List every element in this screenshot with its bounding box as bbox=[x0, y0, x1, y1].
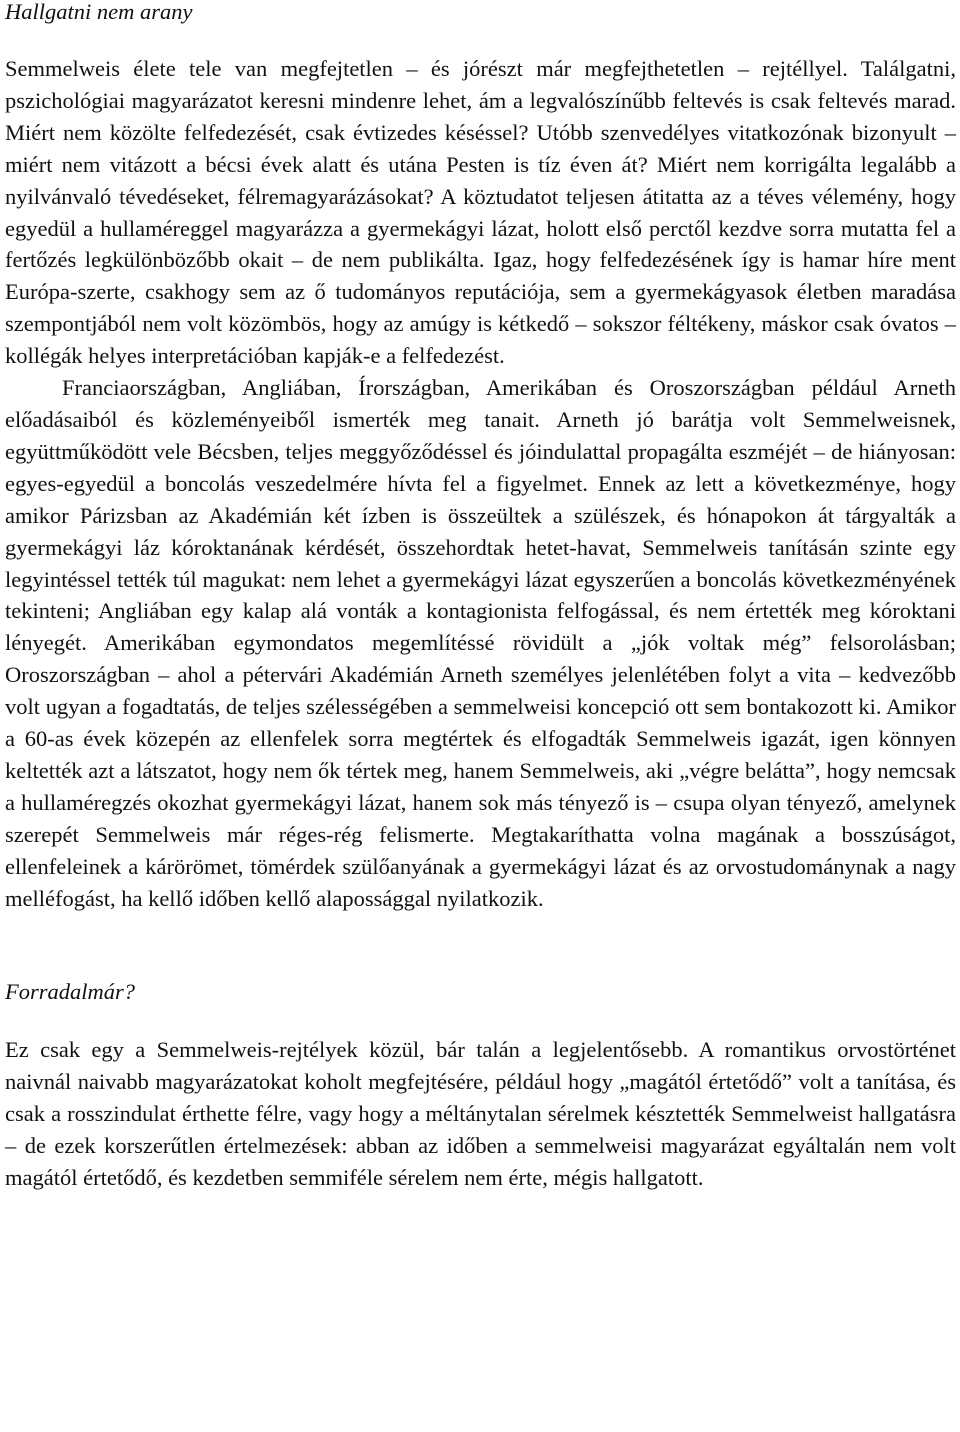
paragraph-2: Franciaországban, Angliában, Írországban, Amerikában és Oroszországban például Arneth előadásaiból és közleményeiből ismerték meg tanait. Arneth jó barátja volt Semmelweisnek, együttműködött vele Bécsben, teljes meggyőződéssel és jóindulattal propagálta eszméjét – de hiányosan: egyes-egyedül a boncolás veszedelmére hívta fel a figyelmet. Ennek az lett a következménye, hogy amikor Párizsban az Akadémián két ízben is összeültek a szülészek, és hónapokon át tárgyalták a gyermekágyi láz kóroktanának kérdését, összehordtak hetet-havat, Semmelweis tanításán szinte egy legyintéssel tették túl magukat: nem lehet a gyermekágyi lázat egyszerűen a boncolás következményének tekinteni; Angliában egy kalap alá vonták a kontagionista felfogással, és nem értették meg kóroktani lényegét. Amerikában egymondatos megemlítéssé rövidült a „jók voltak még” felsorolásban; Oroszországban – ahol a pétervári Akadémián Arneth személyes jelenlétében folyt a vita – kedvezőbb volt ugyan a fogadtatás, de teljes szélességében a semmelweisi koncepció ott sem bontakozott ki. Amikor a 60-as évek közepén az ellenfelek sorra megtértek és elfogadták Semmelweis igazát, igen könnyen keltették azt a látszatot, hogy nem ők tértek meg, hanem Semmelweis, aki „végre belátta”, hogy nemcsak a hullaméregzés okozhat gyermekágyi lázat, hanem sok más tényező is – csupa olyan tényező, amelynek szerepét Semmelweis már réges-rég felismerte. Megtakaríthatta volna magának a bosszúságot, ellenfeleinek a kárörömet, tömérdek szülőanyának a gyermekágyi lázat és az orvostudománynak a nagy melléfogást, ha kellő időben kellő alapossággal nyilatkozik. bbox=[5, 375, 956, 911]
section-heading-hallgatni: Hallgatni nem arany bbox=[5, 0, 193, 24]
paragraph-3: Ez csak egy a Semmelweis-rejtélyek közül, bár talán a legjelentősebb. A romantikus orvostörténet naivnál naivabb magyarázatokat koholt megfejtésére, például hogy „magától értetődő” volt a tanítása, és csak a rosszindulat érthette félre, vagy hogy a méltánytalan sérelmek késztették Semmelweist hallgatásra – de ezek korszerűtlen értelmezések: abban az időben a semmelweisi magyarázat egyáltalán nem volt magától értetődő, és kezdetben semmiféle sérelem nem érte, mégis hallgatott. bbox=[5, 1037, 956, 1191]
section-heading-forradalmar: Forradalmár? bbox=[5, 979, 136, 1005]
spacer bbox=[5, 1007, 956, 1034]
spacer bbox=[5, 914, 956, 976]
document-page bbox=[5, 0, 956, 1194]
spacer bbox=[5, 27, 956, 53]
paragraph-1: Semmelweis élete tele van megfejtetlen – és jórészt már megfejthetetlen – rejtéllyel. Találgatni, pszichológiai magyarázatot keresni mindenre lehet, ám a legvalószínűbb feltevés is csak feltevés marad. Miért nem közölte felfedezését, csak évtizedes késéssel? Utóbb szenvedélyes vitatkozónak bizonyult – miért nem vitázott a bécsi évek alatt és utána Pesten is tíz éven át? Miért nem korrigálta legalább a nyilvánvaló tévedéseket, félremagyarázásokat? A köztudatot teljesen átitatta az a téves vélemény, hogy egyedül a hullaméreggel magyarázza a gyermekágyi lázat, holott első perctől kezdve sorra mutatta fel a fertőzés legkülönbözőbb okait – de nem publikálta. Igaz, hogy felfedezésének így is hamar híre ment Európa-szerte, csakhogy sem az ő tudományos reputációja, sem a gyermekágyasok életben maradása szempontjából nem volt közömbös, hogy az amúgy is kétkedő – sokszor féltékeny, máskor csak óvatos – kollégák helyes interpretációban kapják-e a felfedezést. bbox=[5, 56, 956, 369]
